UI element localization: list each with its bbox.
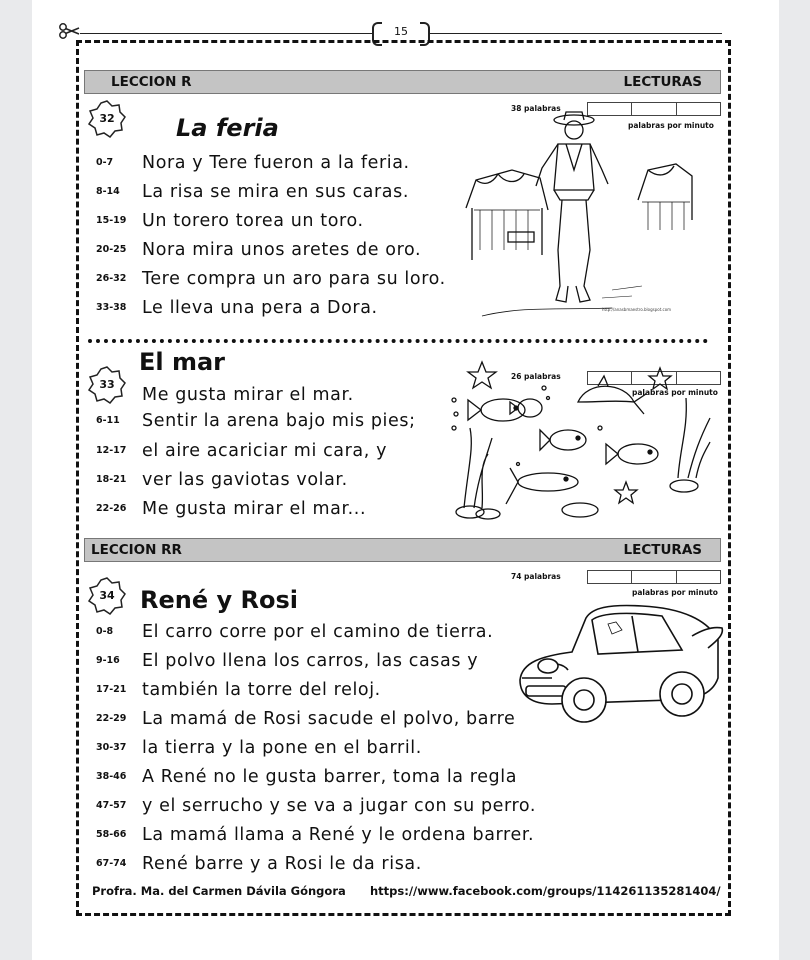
cut-line-left [80,33,372,34]
lesson-kind: LECTURAS [623,542,702,558]
timing-boxes [587,570,721,584]
ppm-label: palabras por minuto [628,121,714,130]
lesson-label: LECCION R [111,74,192,90]
word-count: 38 palabras [511,104,561,113]
lesson-kind: LECTURAS [623,74,702,90]
reading-number-badge: 32 [88,100,126,138]
reading-title: El mar [139,348,226,376]
ppm-label: palabras por minuto [632,388,718,397]
footer-author: Profra. Ma. del Carmen Dávila Góngora [92,884,346,898]
reading-title: René y Rosi [140,586,298,614]
sea-life-illustration [448,358,718,528]
ppm-label: palabras por minuto [632,588,718,597]
lesson-header-rr [84,538,721,562]
lesson-header-r [84,70,721,94]
car-illustration [512,600,726,730]
word-count: 74 palabras [511,572,561,581]
scissors-icon [58,22,80,40]
cut-line-right [430,33,722,34]
reading-number-badge: 34 [88,577,126,615]
bullfighter-fair-illustration [462,110,694,322]
section-divider [88,339,708,343]
word-count: 26 palabras [511,372,561,381]
image-credit: http://anasbmaestro.blogspot.com [602,307,672,312]
reading-number-badge: 33 [88,366,126,404]
lesson-label: LECCION RR [91,542,182,558]
reading-title: La feria [176,114,279,142]
footer-url[interactable]: https://www.facebook.com/groups/114261135281404/ [370,884,721,898]
page-number: 15 [372,22,430,44]
